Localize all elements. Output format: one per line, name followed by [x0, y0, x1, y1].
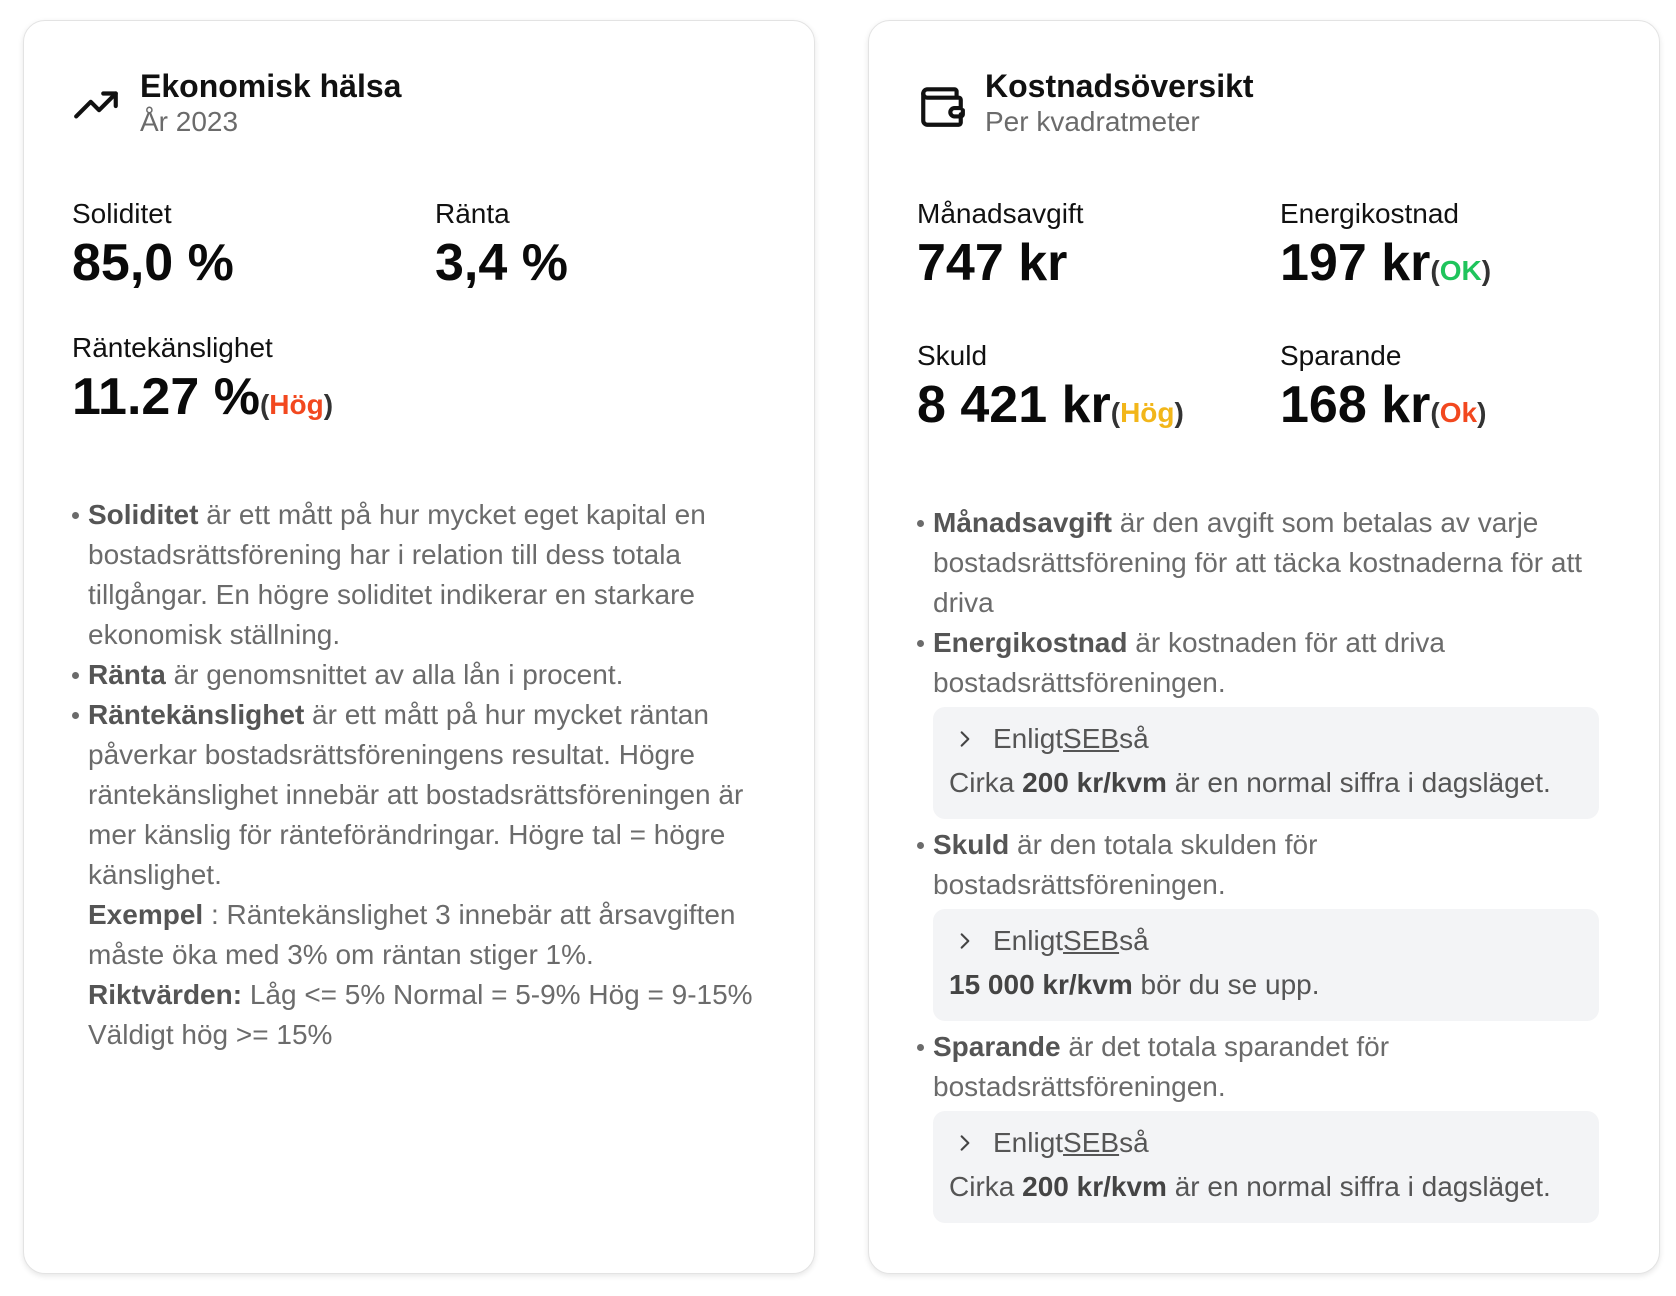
details-summary[interactable]: Enligt SEB så — [949, 717, 1583, 761]
metric-skuld — [917, 339, 1280, 445]
metric-value: 197 kr — [1280, 234, 1431, 292]
metric-value-row — [72, 365, 435, 437]
metric-value: 3,4 % — [435, 234, 568, 292]
details-content: Cirka 200 kr/kvm är en normal siffra i dagsläget. — [949, 1171, 1551, 1202]
seb-details-sparande[interactable] — [933, 1111, 1599, 1223]
card-subtitle: År 2023 — [140, 106, 239, 137]
metric-label: Soliditet — [72, 198, 172, 229]
metric-value-row — [917, 373, 1280, 445]
chevron-right-icon[interactable] — [955, 931, 975, 951]
metric-label: Ränta — [435, 198, 510, 229]
card-title: Ekonomisk hälsa — [140, 68, 402, 104]
card-header — [917, 67, 1611, 139]
seb-link[interactable]: SEB — [1063, 723, 1120, 754]
metric-energikostnad — [1280, 197, 1611, 303]
metric-label: Energikostnad — [1280, 198, 1460, 229]
metric-value: 168 kr — [1280, 376, 1431, 434]
metric-value: 747 kr — [917, 234, 1068, 292]
details-summary[interactable]: Enligt SEB så — [949, 1121, 1583, 1165]
metric-rantekanslighet — [72, 331, 435, 437]
metric-label: Räntekänslighet — [72, 332, 273, 363]
metric-value: 85,0 % — [72, 234, 234, 292]
trending-up-icon — [72, 81, 122, 131]
metric-manadsavgift — [917, 197, 1280, 303]
card-subtitle: Per kvadratmeter — [985, 106, 1200, 137]
card-title: Kostnadsöversikt — [985, 68, 1254, 104]
card-header — [72, 67, 766, 139]
status-badge: (Ok) — [1430, 397, 1487, 428]
economic-health-card — [23, 20, 815, 1274]
wallet-icon — [917, 81, 967, 131]
metric-label: Skuld — [917, 340, 988, 371]
list-item: Räntekänslighet är ett mått på hur mycket räntan påverkar bostadsrättsföreningens resultat. Högre räntekänslighet innebär att bostadsrättsföreningen är mer känslig för ränteförändringar. Högre tal = högre känslighet. Exempel : Räntekänslighet 3 innebär att årsavgiften måste öka med 3% om räntan stiger 1%. Riktvärden: Låg <= 5% Normal = 5-9% Hög = 9-15% Väldigt hög >= 15% — [88, 695, 766, 1055]
seb-details-energi[interactable] — [933, 707, 1599, 819]
metric-label: Sparande — [1280, 340, 1402, 371]
list-item: Soliditet är ett mått på hur mycket eget kapital en bostadsrättsförening har i relation till dess totala tillgångar. En högre soliditet indikerar en starkare ekonomisk ställning. — [88, 495, 766, 655]
explanation-list — [917, 825, 1611, 905]
list-item: Ränta är genomsnittet av alla lån i procent. — [88, 655, 766, 695]
metric-value: 8 421 kr — [917, 376, 1111, 434]
seb-link[interactable]: SEB — [1063, 1127, 1120, 1158]
explanation-list — [917, 503, 1611, 703]
metric-value-row — [1280, 373, 1611, 445]
metric-value-row — [1280, 231, 1611, 303]
metric-label: Månadsavgift — [917, 198, 1084, 229]
list-item: Skuld är den totala skulden för bostadsrättsföreningen. — [933, 825, 1611, 905]
chevron-right-icon[interactable] — [955, 729, 975, 749]
metric-ranta — [435, 197, 766, 295]
metrics-grid — [72, 197, 766, 437]
explanation-list — [917, 1027, 1611, 1107]
metrics-grid — [917, 197, 1611, 445]
metric-sparande — [1280, 339, 1611, 445]
chevron-right-icon[interactable] — [955, 1133, 975, 1153]
list-item: Månadsavgift är den avgift som betalas av varje bostadsrättsförening för att täcka kostnaderna för att driva — [933, 503, 1611, 623]
metric-soliditet — [72, 197, 435, 295]
cost-overview-card — [868, 20, 1660, 1274]
list-item: Sparande är det totala sparandet för bostadsrättsföreningen. — [933, 1027, 1611, 1107]
seb-details-skuld[interactable] — [933, 909, 1599, 1021]
seb-link[interactable]: SEB — [1063, 925, 1120, 956]
explanation-list — [72, 495, 766, 1055]
status-badge: (OK) — [1430, 255, 1492, 286]
details-content: 15 000 kr/kvm bör du se upp. — [949, 969, 1320, 1000]
list-item: Energikostnad är kostnaden för att driva bostadsrättsföreningen. — [933, 623, 1611, 703]
status-badge: (Hög) — [1110, 397, 1184, 428]
details-summary[interactable]: Enligt SEB så — [949, 919, 1583, 963]
details-content: Cirka 200 kr/kvm är en normal siffra i dagsläget. — [949, 767, 1551, 798]
status-badge: (Hög) — [259, 389, 334, 420]
metric-value: 11.27 % — [72, 368, 260, 426]
